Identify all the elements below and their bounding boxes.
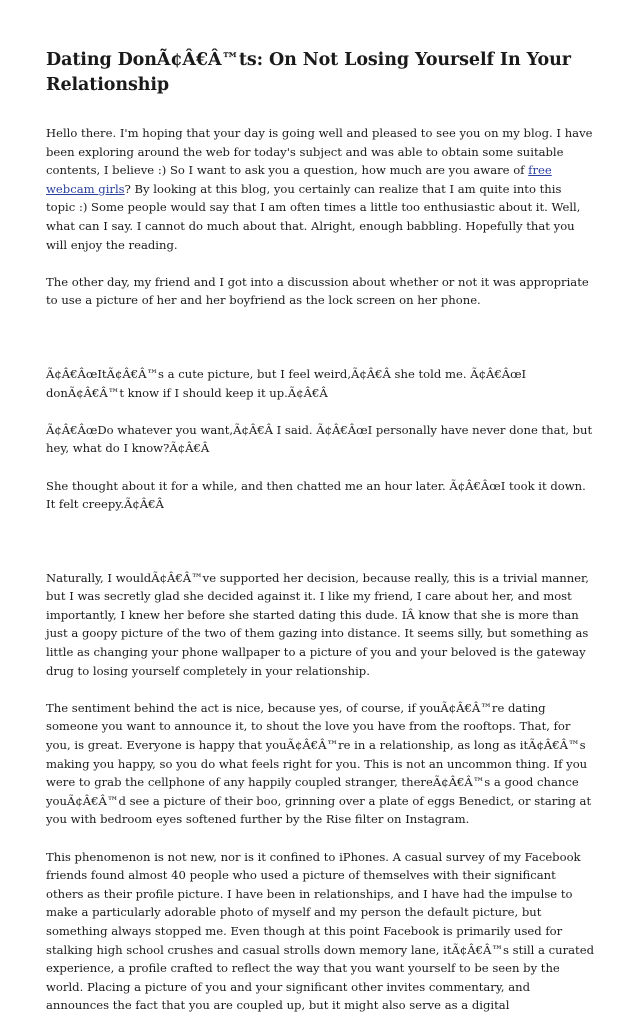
- paragraph-quote-whatever: Ã¢Â€ÂœDo whatever you want,Ã¢Â€Â I said. Ã¢Â€ÂœI personally have never done that, but hey, what do I know?Ã¢Â€Â: [46, 422, 593, 456]
- paragraph-lock-screen: The other day, my friend and I got into a discussion about whether or not it was appropriate to use a picture of her and her boyfriend as the lock screen on her phone.: [46, 274, 589, 308]
- paragraph-intro: [46, 124, 594, 254]
- paragraph-quote-cute-picture: Ã¢Â€ÂœItÃ¢Â€Â™s a cute picture, but I feel weird,Ã¢Â€Â she told me. Ã¢Â€ÂœI donÃ¢Â€Â™t know if I should keep it up.Ã¢Â€Â: [46, 366, 527, 400]
- article-title: Dating DonÃ¢Â€Â™ts: On Not Losing Yourself In Your Relationship: [46, 50, 571, 95]
- paragraph-intro-after-link: ? By looking at this blog, you certainly can realize that I am quite into this topic :) Some people would say that I am often times a little too enthusiastic about it. Well, what can I say. I cannot do much about that. Alright, enough babbling. Hopefully that you will enjoy the reading.: [46, 181, 581, 252]
- article-body: [46, 124, 594, 1015]
- document-page: [46, 48, 594, 1034]
- paragraph-supported-decision: Naturally, I wouldÃ¢Â€Â™ve supported her decision, because really, this is a trivial manner, but I was secretly glad she decided against it. I like my friend, I care about her, and most importantly, I knew her before she started dating this dude. IÂ know that she is more than just a goopy picture of the two of them gazing into distance. It seems silly, but something as little as changing your phone wallpaper to a picture of you and your beloved is the gateway drug to losing yourself completely in your relationship.: [46, 570, 589, 678]
- paragraph-took-it-down: She thought about it for a while, and then chatted me an hour later. Ã¢Â€ÂœI took it down. It felt creepy.Ã¢Â€Â: [46, 478, 586, 512]
- paragraph-phenomenon: This phenomenon is not new, nor is it confined to iPhones. A casual survey of my Facebook friends found almost 40 people who used a picture of themselves with their significant others as their profile picture. I have been in relationships, and I have had the impulse to make a particularly adorable photo of myself and my person the default picture, but something always stopped me. Even though at this point Facebook is primarily used for stalking high school crushes and casual strolls down memory lane, itÃ¢Â€Â™s still a curated experience, a profile crafted to reflect the way that you want yourself to be seen by the world. Placing a picture of you and your significant other invites commentary, and announces the fact that you are coupled up, but it might also serve as a digital: [46, 849, 594, 1013]
- paragraph-sentiment: The sentiment behind the act is nice, because yes, of course, if youÃ¢Â€Â™re dating someone you want to announce it, to shout the love you have from the rooftops. That, for you, is great. Everyone is happy that youÃ¢Â€Â™re in a relationship, as long as itÃ¢Â€Â™s making you happy, so you do what feels right for you. This is not an uncommon thing. If you were to grab the cellphone of any happily coupled stranger, thereÃ¢Â€Â™s a good chance youÃ¢Â€Â™d see a picture of their boo, grinning over a plate of eggs Benedict, or staring at you with bedroom eyes softened further by the Rise filter on Instagram.: [46, 700, 592, 827]
- paragraph-intro-before-link: Hello there. I'm hoping that your day is going well and pleased to see you on my blog. I have been exploring around the web for today's subject and was able to obtain some suitable contents, I believe :) So I want to ask you a question, how much are you aware of: [46, 126, 593, 178]
- free-webcam-girls-link[interactable]: free webcam girls: [46, 163, 552, 196]
